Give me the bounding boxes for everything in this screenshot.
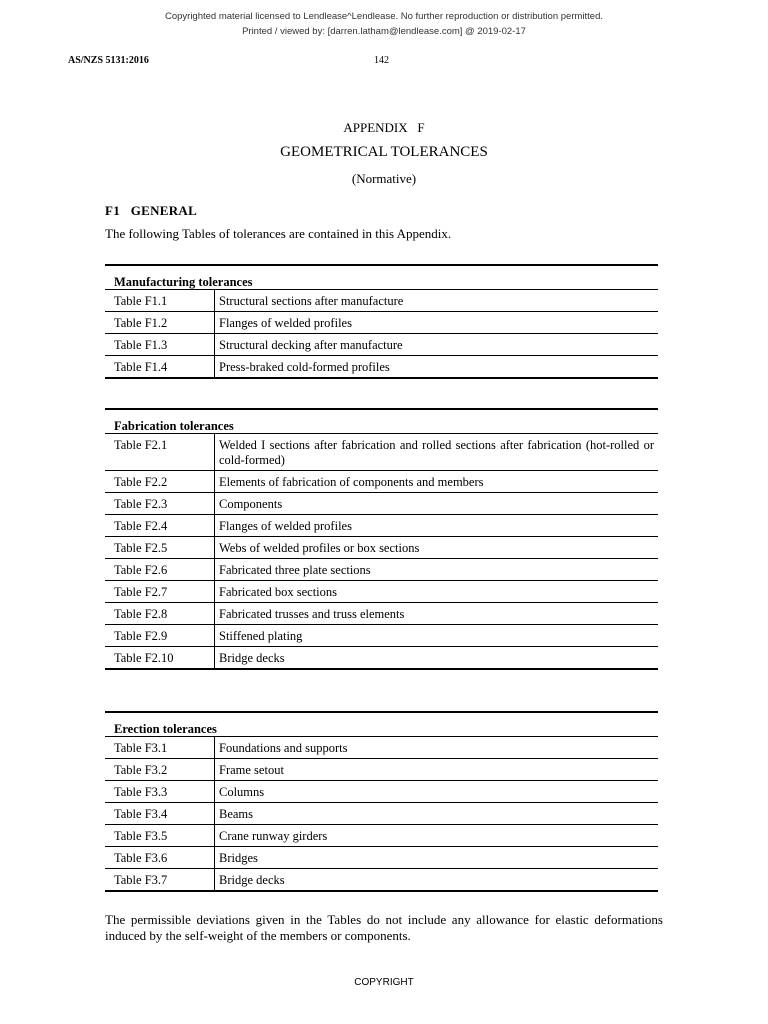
table-id-cell: Table F2.1: [105, 434, 215, 471]
table-row: [105, 515, 658, 537]
table-id-cell: Table F2.4: [105, 515, 215, 537]
table-description-cell: Components: [215, 493, 659, 515]
table-description-cell: Webs of welded profiles or box sections: [215, 537, 659, 559]
table-row: [105, 537, 658, 559]
table-id-cell: Table F3.5: [105, 825, 215, 847]
table-id-cell: Table F2.8: [105, 603, 215, 625]
table-description-cell: Frame setout: [215, 759, 659, 781]
table-row: [105, 603, 658, 625]
table-id-cell: Table F2.6: [105, 559, 215, 581]
table-row: [105, 759, 658, 781]
table-row: [105, 737, 658, 759]
table-row: [105, 781, 658, 803]
table-heading: Erection tolerances: [105, 712, 658, 737]
standard-number: AS/NZS 5131:2016: [68, 55, 149, 66]
table-description-cell: Fabricated trusses and truss elements: [215, 603, 659, 625]
deviation-note: The permissible deviations given in the Tables do not include any allowance for elastic deformations induced by the self-weight of the members or components.: [105, 912, 663, 943]
appendix-status: (Normative): [351, 171, 417, 186]
manufacturing-tolerances-table: [105, 264, 658, 379]
table-row: [105, 559, 658, 581]
table-description-cell: Structural sections after manufacture: [215, 290, 659, 312]
table-row: [105, 434, 658, 471]
table-id-cell: Table F2.9: [105, 625, 215, 647]
table-id-cell: Table F3.3: [105, 781, 215, 803]
table-id-cell: Table F1.1: [105, 290, 215, 312]
table-description-cell: Beams: [215, 803, 659, 825]
table-description-cell: Structural decking after manufacture: [215, 334, 659, 356]
appendix-title: GEOMETRICAL TOLERANCES: [280, 144, 488, 160]
table-id-cell: Table F1.3: [105, 334, 215, 356]
table-id-cell: Table F3.6: [105, 847, 215, 869]
appendix-label: APPENDIX F: [343, 120, 425, 135]
table-description-cell: Fabricated three plate sections: [215, 559, 659, 581]
section-intro: The following Tables of tolerances are contained in this Appendix.: [105, 226, 452, 241]
table-row: [105, 647, 658, 670]
copyright-notice: Copyrighted material licensed to Lendlease^Lendlease. No further reproduction or distribution permitted.: [164, 11, 603, 22]
fabrication-tolerances-table: [105, 408, 658, 670]
table-description-cell: Elements of fabrication of components and members: [215, 471, 659, 493]
table-row: [105, 847, 658, 869]
table-description-cell: Stiffened plating: [215, 625, 659, 647]
table-row: [105, 356, 658, 379]
table-description-cell: Fabricated box sections: [215, 581, 659, 603]
table-row: [105, 312, 658, 334]
table-description-cell: Bridge decks: [215, 869, 659, 892]
table-id-cell: Table F2.10: [105, 647, 215, 670]
table-row: [105, 334, 658, 356]
table-description-cell: Bridge decks: [215, 647, 659, 670]
table-id-cell: Table F1.4: [105, 356, 215, 379]
table-id-cell: Table F3.7: [105, 869, 215, 892]
table-description-cell: Flanges of welded profiles: [215, 312, 659, 334]
table-row: [105, 290, 658, 312]
print-notice: Printed / viewed by: [darren.latham@lendlease.com] @ 2019-02-17: [242, 26, 526, 37]
copyright-footer: COPYRIGHT: [354, 977, 414, 988]
table-row: [105, 625, 658, 647]
table-row: [105, 803, 658, 825]
erection-tolerances-table: [105, 711, 658, 892]
table-id-cell: Table F1.2: [105, 312, 215, 334]
page-number: 142: [374, 55, 389, 66]
table-id-cell: Table F3.1: [105, 737, 215, 759]
table-description-cell: Welded I sections after fabrication and rolled sections after fabrication (hot-rolled or cold-formed): [215, 434, 659, 471]
table-description-cell: Crane runway girders: [215, 825, 659, 847]
table-id-cell: Table F2.7: [105, 581, 215, 603]
table-description-cell: Columns: [215, 781, 659, 803]
table-heading: Manufacturing tolerances: [105, 265, 658, 290]
table-heading: Fabrication tolerances: [105, 409, 658, 434]
table-id-cell: Table F2.3: [105, 493, 215, 515]
table-row: [105, 825, 658, 847]
table-description-cell: Foundations and supports: [215, 737, 659, 759]
section-title: F1 GENERAL: [105, 203, 198, 218]
table-row: [105, 581, 658, 603]
table-row: [105, 471, 658, 493]
table-description-cell: Bridges: [215, 847, 659, 869]
table-row: [105, 493, 658, 515]
table-id-cell: Table F3.2: [105, 759, 215, 781]
table-description-cell: Press-braked cold-formed profiles: [215, 356, 659, 379]
table-row: [105, 869, 658, 892]
table-id-cell: Table F2.5: [105, 537, 215, 559]
table-description-cell: Flanges of welded profiles: [215, 515, 659, 537]
table-id-cell: Table F3.4: [105, 803, 215, 825]
table-id-cell: Table F2.2: [105, 471, 215, 493]
